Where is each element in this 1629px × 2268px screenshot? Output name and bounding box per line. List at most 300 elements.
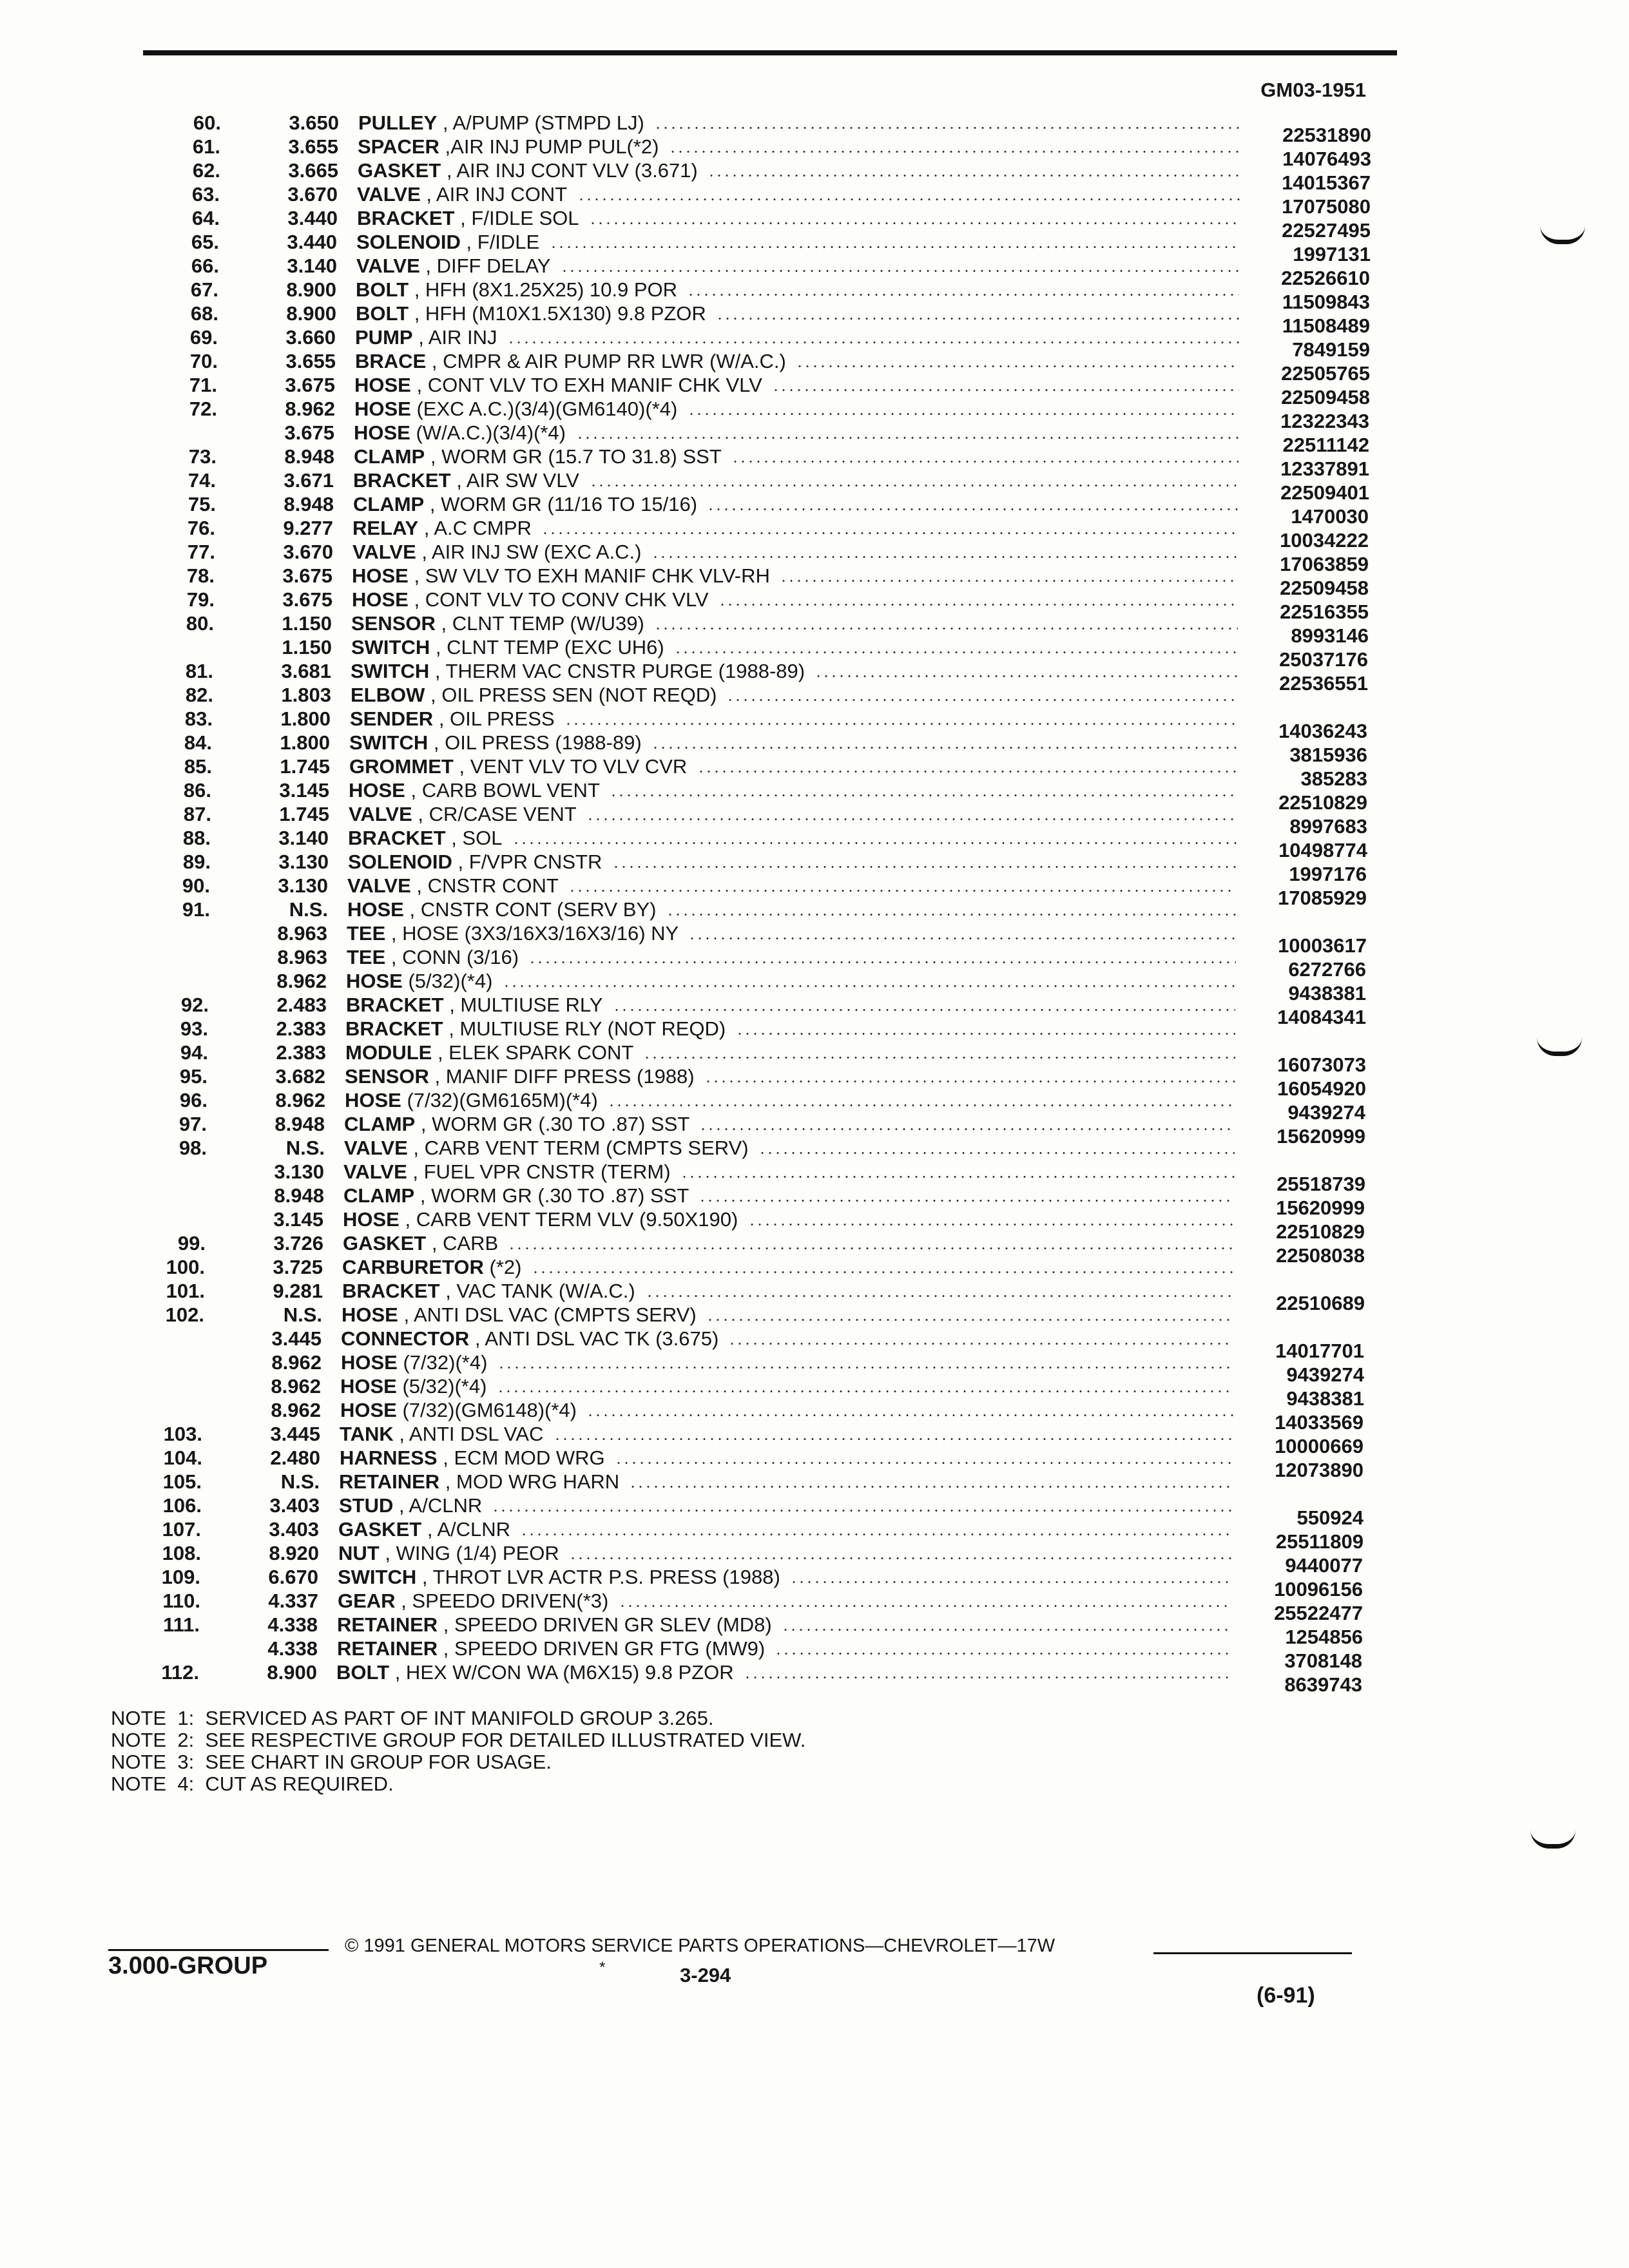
leader-dots xyxy=(612,866,1237,868)
part-row xyxy=(0,839,1629,874)
part-number: 9438381 xyxy=(1286,1387,1364,1410)
item-number: 74. xyxy=(188,469,216,492)
part-name: CLAMP xyxy=(353,493,425,515)
part-name: CONNECTOR xyxy=(341,1327,470,1350)
part-row xyxy=(0,648,1629,683)
leader-dots xyxy=(613,1009,1235,1011)
part-row xyxy=(0,1053,1629,1088)
part-name: HOSE xyxy=(341,1351,398,1374)
part-row xyxy=(0,1494,1629,1517)
part-name: TEE xyxy=(347,922,386,945)
item-number: 63. xyxy=(191,183,220,206)
part-row xyxy=(0,171,1629,206)
part-number: 22526610 xyxy=(1281,267,1370,289)
part-number: 22505765 xyxy=(1281,362,1370,385)
part-name: BOLT xyxy=(336,1661,390,1684)
part-number: 22510689 xyxy=(1276,1292,1365,1314)
part-number: 22516355 xyxy=(1280,601,1369,623)
leader-dots xyxy=(704,1081,1235,1082)
part-description xyxy=(352,516,1319,540)
footer-group-label: 3.000-GROUP xyxy=(108,1952,268,1979)
group-number: 6.670 xyxy=(268,1566,318,1588)
part-spec: , ANTI DSL VAC TK (3.675) xyxy=(474,1327,719,1350)
part-number: 14036243 xyxy=(1278,720,1367,742)
item-number: 64. xyxy=(191,207,220,229)
part-number: 25511809 xyxy=(1275,1530,1364,1553)
part-number: 22511142 xyxy=(1282,434,1369,456)
part-number: 550924 xyxy=(1296,1506,1364,1529)
group-number: 3.403 xyxy=(269,1518,319,1541)
item-number: 77. xyxy=(187,541,215,563)
part-number: 17085929 xyxy=(1278,887,1367,909)
item-number: 94. xyxy=(180,1041,208,1064)
part-number: 14033569 xyxy=(1275,1411,1364,1434)
part-name: TEE xyxy=(347,946,386,968)
part-description xyxy=(348,826,1315,850)
part-description xyxy=(338,1565,1304,1589)
part-row xyxy=(0,577,1629,611)
part-row xyxy=(0,1101,1629,1136)
part-number: 15620999 xyxy=(1276,1196,1365,1219)
part-number: 8993146 xyxy=(1291,624,1369,647)
part-number: 14076493 xyxy=(1282,148,1371,170)
part-row xyxy=(0,1649,1629,1684)
leader-dots xyxy=(688,937,1236,939)
note-line: NOTE 3: SEE CHART IN GROUP FOR USAGE. xyxy=(111,1751,552,1773)
part-description xyxy=(351,611,1318,635)
part-description xyxy=(356,230,1323,254)
part-name: VALVE xyxy=(357,183,421,206)
item-number: 108. xyxy=(162,1542,201,1564)
item-number: 65. xyxy=(191,231,219,253)
part-row xyxy=(0,1435,1629,1470)
part-name: MODULE xyxy=(345,1041,432,1064)
part-number: 9439274 xyxy=(1287,1101,1365,1124)
part-number: 16073073 xyxy=(1277,1053,1366,1076)
part-description xyxy=(351,635,1318,659)
part-spec: , MOD WRG HARN xyxy=(445,1470,620,1493)
item-number: 109. xyxy=(161,1566,200,1588)
group-number: N.S. xyxy=(289,898,328,921)
part-spec: , AIR INJ CONT VLV (3.671) xyxy=(446,159,698,182)
part-description xyxy=(340,1398,1307,1422)
part-description xyxy=(354,421,1320,445)
part-name: NUT xyxy=(338,1542,380,1564)
leader-dots xyxy=(669,151,1240,153)
part-name: VALVE xyxy=(347,874,411,897)
footer-copyright: © 1991 GENERAL MOTORS SERVICE PARTS OPERATIONS—CHEVROLET—17W xyxy=(345,1936,1055,1956)
part-number: 22509458 xyxy=(1280,577,1369,599)
part-name: BRACKET xyxy=(348,827,446,849)
part-number: 385283 xyxy=(1300,767,1367,790)
item-number: 105. xyxy=(162,1470,202,1493)
item-number: 107. xyxy=(162,1518,201,1541)
leader-dots xyxy=(589,222,1240,224)
part-row xyxy=(0,148,1629,182)
item-number: 87. xyxy=(183,803,211,825)
part-description xyxy=(337,1613,1304,1637)
part-number: 25518739 xyxy=(1277,1173,1365,1195)
part-name: HOSE xyxy=(347,898,404,921)
part-number: 9438381 xyxy=(1288,982,1366,1004)
part-description xyxy=(354,373,1321,397)
part-number: 25522477 xyxy=(1274,1602,1363,1624)
part-description xyxy=(358,135,1324,159)
part-number: 22531890 xyxy=(1282,124,1371,146)
part-spec: , AIR INJ xyxy=(418,326,497,349)
group-number: 1.150 xyxy=(282,636,332,658)
part-number: 16054920 xyxy=(1277,1077,1366,1100)
leader-dots xyxy=(610,794,1237,796)
leader-dots xyxy=(492,1510,1233,1512)
part-row xyxy=(0,505,1629,540)
group-number: 1.803 xyxy=(281,684,331,706)
group-number: 8.962 xyxy=(271,1375,321,1398)
leader-dots xyxy=(619,1605,1232,1607)
group-number: 4.337 xyxy=(268,1590,318,1612)
leader-dots xyxy=(532,1271,1234,1273)
leader-dots xyxy=(643,1057,1235,1059)
leader-dots xyxy=(687,294,1239,296)
part-row xyxy=(0,1506,1629,1541)
group-number: 8.900 xyxy=(286,302,336,325)
leader-dots xyxy=(699,1200,1235,1202)
leader-dots xyxy=(699,1128,1235,1130)
part-description xyxy=(355,349,1322,373)
top-rule xyxy=(143,50,1397,55)
part-row xyxy=(0,1411,1629,1446)
part-row xyxy=(0,124,1629,159)
item-number: 72. xyxy=(189,398,217,420)
item-number: 96. xyxy=(179,1089,207,1111)
part-description xyxy=(352,540,1319,564)
part-row xyxy=(0,1578,1629,1613)
part-name: RETAINER xyxy=(337,1613,438,1636)
part-name: RELAY xyxy=(352,517,419,539)
part-name: HOSE xyxy=(354,374,411,396)
leader-dots xyxy=(680,1176,1235,1178)
part-row xyxy=(0,1041,1629,1064)
part-name: VALVE xyxy=(356,255,420,277)
leader-dots xyxy=(697,771,1237,773)
part-row xyxy=(0,744,1629,778)
item-number: 73. xyxy=(188,445,217,468)
part-spec: , VENT VLV TO VLV CVR xyxy=(459,755,688,778)
parts-list xyxy=(0,111,1629,1708)
part-spec: , A/PUMP (STMPD LJ) xyxy=(442,111,644,134)
group-number: 3.671 xyxy=(284,469,334,492)
part-spec: , ANTI DSL VAC xyxy=(399,1423,544,1445)
leader-dots xyxy=(790,1581,1232,1583)
group-number: 8.920 xyxy=(269,1542,319,1564)
part-description xyxy=(352,588,1318,611)
part-row xyxy=(0,386,1629,421)
item-number: 97. xyxy=(178,1113,207,1135)
part-name: SPACER xyxy=(358,135,439,158)
group-number: 8.900 xyxy=(286,278,336,301)
part-spec: ,AIR INJ PUMP PUL(*2) xyxy=(445,135,659,158)
item-number: 104. xyxy=(163,1446,202,1469)
group-number: 8.948 xyxy=(275,1113,325,1135)
part-description xyxy=(336,1660,1303,1684)
group-number: 8.963 xyxy=(277,922,327,945)
item-number: 93. xyxy=(180,1017,208,1040)
item-number: 75. xyxy=(188,493,216,515)
part-description xyxy=(350,707,1316,731)
part-description xyxy=(342,1279,1309,1303)
part-name: HOSE xyxy=(343,1208,400,1231)
item-number: 78. xyxy=(186,564,215,587)
part-name: PUMP xyxy=(355,326,413,349)
part-spec: , A/CLNR xyxy=(427,1518,511,1541)
leader-dots xyxy=(507,341,1239,343)
leader-dots xyxy=(744,1677,1231,1678)
part-description xyxy=(351,683,1317,707)
part-number: 15620999 xyxy=(1277,1125,1365,1148)
part-spec: , THERM VAC CNSTR PURGE (1988-89) xyxy=(434,660,805,682)
group-number: 4.338 xyxy=(267,1637,318,1660)
part-row xyxy=(0,434,1629,468)
group-number: 3.682 xyxy=(275,1065,325,1088)
part-description xyxy=(349,754,1316,778)
group-number: 8.962 xyxy=(285,398,335,420)
group-number: 3.655 xyxy=(285,350,336,372)
part-number: 7849159 xyxy=(1292,338,1370,361)
part-description xyxy=(348,850,1315,874)
item-number: 76. xyxy=(187,517,215,539)
part-description xyxy=(349,802,1315,826)
leader-dots xyxy=(654,628,1238,629)
group-number: 8.963 xyxy=(277,946,327,968)
part-description xyxy=(337,1637,1304,1660)
part-name: PULLEY xyxy=(358,111,438,134)
part-description xyxy=(342,1255,1309,1279)
item-number: 95. xyxy=(179,1065,207,1088)
item-number: 111. xyxy=(163,1613,200,1636)
part-spec: , CARB BOWL VENT xyxy=(410,779,600,802)
part-description xyxy=(358,159,1324,182)
group-number: 2.483 xyxy=(276,994,327,1016)
item-number: 68. xyxy=(190,302,218,325)
part-spec: , OIL PRESS (1988-89) xyxy=(433,731,642,754)
part-row xyxy=(0,624,1629,659)
part-number: 1470030 xyxy=(1291,505,1369,528)
leader-dots xyxy=(736,1033,1235,1035)
group-number: 3.670 xyxy=(287,183,338,206)
leader-dots xyxy=(728,1343,1233,1345)
part-row xyxy=(0,1173,1629,1207)
part-row xyxy=(0,291,1629,325)
group-number: 1.745 xyxy=(280,755,330,778)
leader-dots xyxy=(758,1152,1235,1154)
part-spec: (*2) xyxy=(489,1256,522,1278)
part-spec: , CARB xyxy=(431,1232,499,1254)
leader-dots xyxy=(707,508,1239,510)
group-number: 3.675 xyxy=(285,374,335,396)
group-number: 3.665 xyxy=(288,159,338,182)
notes-list xyxy=(111,1707,805,1795)
part-name: SENDER xyxy=(350,707,434,730)
part-spec: , ECM MOD WRG xyxy=(443,1446,605,1469)
group-number: 2.383 xyxy=(276,1041,326,1064)
document-id: GM03-1951 xyxy=(1260,79,1366,101)
part-description xyxy=(345,1041,1312,1064)
group-number: N.S. xyxy=(285,1137,325,1159)
group-number: 3.145 xyxy=(279,779,329,802)
part-description xyxy=(344,1112,1311,1136)
part-number: 9440077 xyxy=(1285,1554,1363,1577)
group-number: 3.675 xyxy=(282,564,333,587)
group-number: 8.948 xyxy=(284,445,334,468)
leader-dots xyxy=(512,842,1237,844)
part-number: 12073890 xyxy=(1275,1459,1364,1481)
group-number: 9.281 xyxy=(273,1280,323,1302)
part-description xyxy=(356,278,1322,302)
item-number: 83. xyxy=(184,707,213,730)
part-row xyxy=(0,1125,1629,1160)
group-number: 9.277 xyxy=(283,517,333,539)
part-number: 10498774 xyxy=(1278,839,1367,861)
leader-dots xyxy=(497,1390,1233,1392)
part-spec: , WORM GR (.30 TO .87) SST xyxy=(420,1113,690,1135)
part-name: STUD xyxy=(339,1494,394,1517)
part-name: GASKET xyxy=(343,1232,427,1254)
item-number: 100. xyxy=(166,1256,205,1278)
part-row xyxy=(0,1554,1629,1589)
part-number: 10003617 xyxy=(1278,934,1367,957)
part-description xyxy=(356,302,1322,325)
leader-dots xyxy=(666,914,1236,916)
part-name: HOSE xyxy=(352,588,409,611)
part-number: 12337891 xyxy=(1280,457,1369,480)
part-name: BRACKET xyxy=(346,994,444,1016)
part-name: SENSOR xyxy=(351,612,436,635)
part-spec: , F/IDLE SOL xyxy=(460,207,579,229)
item-number: 102. xyxy=(165,1303,204,1326)
part-name: CLAMP xyxy=(354,445,425,468)
item-number: 92. xyxy=(180,994,209,1016)
group-number: 3.440 xyxy=(287,207,338,229)
part-description xyxy=(341,1350,1307,1374)
part-row xyxy=(0,1673,1629,1708)
group-number: 3.660 xyxy=(285,326,336,349)
leader-dots xyxy=(528,961,1236,963)
leader-dots xyxy=(568,890,1236,892)
part-spec: (7/32)(*4) xyxy=(403,1351,488,1374)
part-description xyxy=(343,1207,1309,1231)
part-description xyxy=(345,1088,1311,1112)
group-number: 3.655 xyxy=(288,135,338,158)
leader-dots xyxy=(654,127,1240,129)
part-name: SENSOR xyxy=(345,1065,429,1088)
part-description xyxy=(355,325,1322,349)
part-row xyxy=(0,707,1629,731)
part-number: 22508038 xyxy=(1276,1244,1365,1267)
part-spec: , MULTIUSE RLY xyxy=(449,994,603,1016)
item-number: 88. xyxy=(182,827,211,849)
part-number: 22510829 xyxy=(1278,791,1367,814)
group-number: 2.383 xyxy=(276,1017,326,1040)
part-description xyxy=(339,1494,1306,1517)
part-name: CARBURETOR xyxy=(342,1256,484,1278)
part-name: RETAINER xyxy=(337,1637,438,1660)
leader-dots xyxy=(726,699,1237,701)
leader-dots xyxy=(716,318,1239,320)
item-number: 110. xyxy=(162,1590,200,1612)
group-number: 3.445 xyxy=(270,1423,320,1445)
part-number: 14084341 xyxy=(1277,1006,1366,1028)
group-number: 8.962 xyxy=(271,1351,322,1374)
group-number: 3.130 xyxy=(278,850,329,873)
part-spec: , THROT LVR ACTR P.S. PRESS (1988) xyxy=(421,1566,780,1588)
group-number: 8.900 xyxy=(267,1661,317,1684)
part-row xyxy=(0,1279,1629,1303)
part-row xyxy=(0,267,1629,302)
part-row xyxy=(0,1244,1629,1279)
part-description xyxy=(343,1160,1310,1184)
part-row xyxy=(0,1160,1629,1184)
group-number: 3.725 xyxy=(273,1256,323,1278)
part-spec: , WORM GR (15.7 TO 31.8) SST xyxy=(430,445,722,468)
part-description xyxy=(353,468,1320,492)
part-number: 22509458 xyxy=(1281,386,1370,408)
part-number: 22527495 xyxy=(1282,219,1371,242)
part-description xyxy=(357,182,1324,206)
leader-dots xyxy=(615,1462,1233,1464)
leader-dots xyxy=(629,1486,1233,1488)
leader-dots xyxy=(508,1247,1234,1249)
part-number: 3708148 xyxy=(1284,1649,1362,1672)
part-description xyxy=(351,659,1317,683)
item-number: 71. xyxy=(189,374,217,396)
leader-dots xyxy=(796,365,1239,367)
part-name: VALVE xyxy=(344,1137,408,1159)
item-number: 69. xyxy=(189,326,218,349)
part-name: SOLENOID xyxy=(348,850,452,873)
part-description xyxy=(352,564,1318,588)
part-spec: , HFH (8X1.25X25) 10.9 POR xyxy=(414,278,678,301)
part-description xyxy=(343,1231,1309,1255)
part-row xyxy=(0,243,1629,278)
item-number: 67. xyxy=(190,278,218,301)
group-number: 3.650 xyxy=(289,111,339,134)
part-description xyxy=(347,898,1314,921)
part-spec: , CLNT TEMP (W/U39) xyxy=(441,612,644,635)
group-number: 3.445 xyxy=(271,1327,322,1350)
part-row xyxy=(0,529,1629,564)
leader-dots xyxy=(772,389,1239,391)
part-spec: , WORM GR (11/16 TO 15/16) xyxy=(429,493,698,515)
part-spec: (5/32)(*4) xyxy=(408,970,493,992)
part-name: BRACKET xyxy=(345,1017,443,1040)
footer-page-number: 3-294 xyxy=(680,1964,731,1986)
part-spec: , CLNT TEMP (EXC UH6) xyxy=(435,636,664,658)
part-description xyxy=(354,397,1321,421)
part-name: GASKET xyxy=(358,159,441,182)
group-number: 3.675 xyxy=(284,421,334,444)
part-row xyxy=(0,553,1629,588)
part-spec: , CONT VLV TO CONV CHK VLV xyxy=(414,588,709,611)
leader-dots xyxy=(688,413,1239,415)
part-name: CLAMP xyxy=(343,1184,415,1207)
part-description xyxy=(338,1589,1304,1613)
part-name: BOLT xyxy=(356,302,409,325)
part-row xyxy=(0,815,1629,850)
part-row xyxy=(0,791,1629,826)
item-number: 61. xyxy=(192,135,220,158)
part-row xyxy=(0,601,1629,635)
part-spec: , SPEEDO DRIVEN GR FTG (MW9) xyxy=(443,1637,766,1660)
